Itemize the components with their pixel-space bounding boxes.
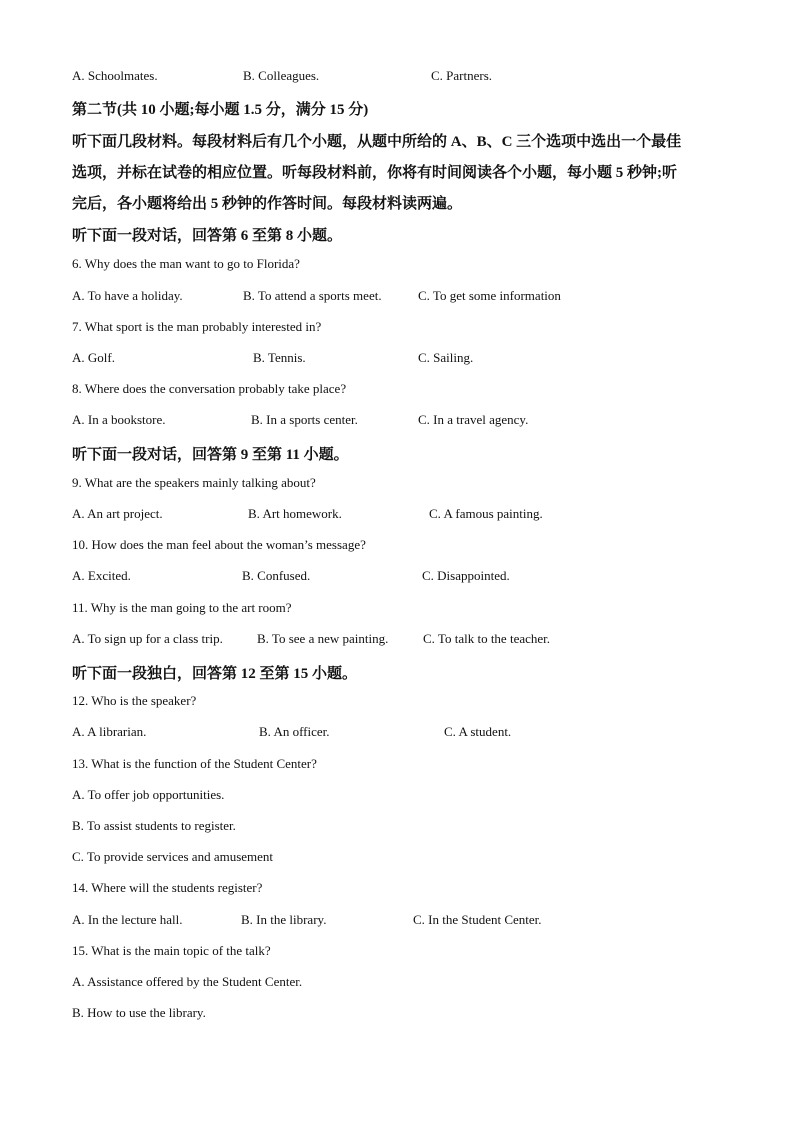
q15-option-b: B. How to use the library.	[72, 1005, 206, 1020]
q12-option-b: B. An officer.	[259, 724, 330, 739]
q6-option-a: A. To have a holiday.	[72, 288, 183, 303]
q9-question: 9. What are the speakers mainly talking about?	[72, 475, 316, 490]
q5-option-b: B. Colleagues.	[243, 68, 320, 83]
q12-option-c: C. A student.	[444, 724, 512, 739]
instructions-line-2: 选项，并标在试卷的相应位置。听每段材料前，你将有时间阅读各个小题，每小题 5 秒钟;听	[72, 165, 677, 181]
q6-question: 6. Why does the man want to go to Florida?	[72, 256, 300, 271]
q13-option-a: A. To offer job opportunities.	[72, 787, 225, 802]
q10-option-b: B. Confused.	[242, 568, 311, 583]
q14-option-c: C. In the Student Center.	[413, 912, 542, 927]
q8-option-c: C. In a travel agency.	[418, 412, 529, 427]
q7-option-a: A. Golf.	[72, 350, 115, 365]
q8-question: 8. Where does the conversation probably take place?	[72, 381, 347, 396]
q11-option-c: C. To talk to the teacher.	[423, 631, 551, 646]
q15-question: 15. What is the main topic of the talk?	[72, 943, 271, 958]
instructions-line-3: 完后，各小题将给出 5 秒钟的作答时间。每段材料读两遍。	[72, 196, 463, 212]
instructions-line-1: 听下面几段材料。每段材料后有几个小题，从题中所给的 A、B、C 三个选项中选出一个最佳	[72, 134, 682, 150]
q13-option-b: B. To assist students to register.	[72, 818, 236, 833]
q7-question: 7. What sport is the man probably interested in?	[72, 319, 322, 334]
q13-question: 13. What is the function of the Student Center?	[72, 756, 317, 771]
q6-option-c: C. To get some information	[418, 288, 561, 303]
q5-option-c: C. Partners.	[431, 68, 493, 83]
q12-option-a: A. A librarian.	[72, 724, 147, 739]
dialogue2-intro: 听下面一段对话，回答第 9 至第 11 小题。	[72, 447, 349, 463]
q9-option-c: C. A famous painting.	[429, 506, 543, 521]
q7-option-b: B. Tennis.	[253, 350, 306, 365]
section-header: 第二节(共 10 小题;每小题 1.5 分，满分 15 分)	[72, 102, 369, 118]
q9-option-b: B. Art homework.	[248, 506, 342, 521]
q14-question: 14. Where will the students register?	[72, 880, 263, 895]
q10-question: 10. How does the man feel about the woman’s message?	[72, 537, 366, 552]
q14-option-a: A. In the lecture hall.	[72, 912, 183, 927]
q5-option-a: A. Schoolmates.	[72, 68, 158, 83]
q9-option-a: A. An art project.	[72, 506, 163, 521]
q10-option-a: A. Excited.	[72, 568, 131, 583]
q13-option-c: C. To provide services and amusement	[72, 849, 274, 864]
q6-option-b: B. To attend a sports meet.	[243, 288, 382, 303]
q14-option-b: B. In the library.	[241, 912, 327, 927]
q15-option-a: A. Assistance offered by the Student Center.	[72, 974, 303, 989]
q12-question: 12. Who is the speaker?	[72, 693, 197, 708]
q8-option-b: B. In a sports center.	[251, 412, 358, 427]
q11-option-a: A. To sign up for a class trip.	[72, 631, 223, 646]
q11-question: 11. Why is the man going to the art room?	[72, 600, 292, 615]
dialogue1-intro: 听下面一段对话，回答第 6 至第 8 小题。	[72, 228, 343, 244]
monologue-intro: 听下面一段独白，回答第 12 至第 15 小题。	[72, 666, 358, 682]
q11-option-b: B. To see a new painting.	[257, 631, 389, 646]
q8-option-a: A. In a bookstore.	[72, 412, 166, 427]
q10-option-c: C. Disappointed.	[422, 568, 510, 583]
q7-option-c: C. Sailing.	[418, 350, 474, 365]
